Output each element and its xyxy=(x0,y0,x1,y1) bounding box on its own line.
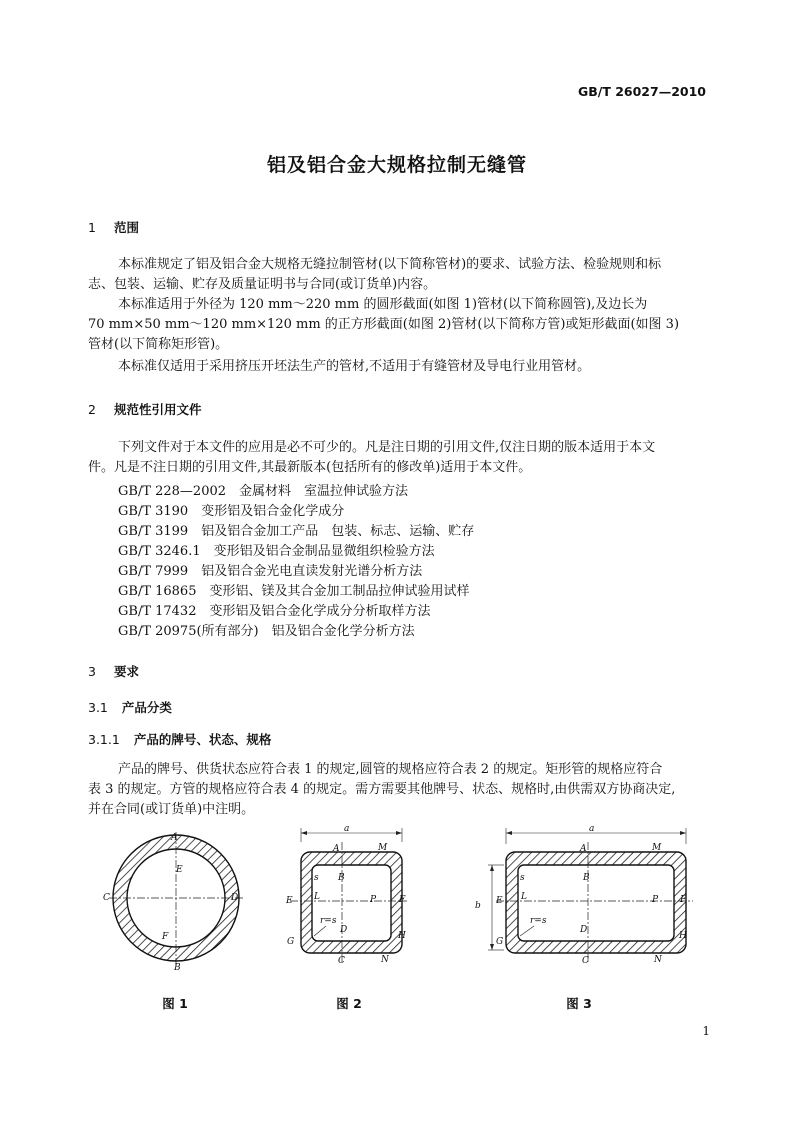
figure-3-rectangular-tube xyxy=(468,822,698,972)
section-title: 范围 xyxy=(113,220,139,235)
label-a: a xyxy=(589,824,595,834)
label-b: b xyxy=(475,901,481,911)
label-A: A xyxy=(333,844,340,854)
arrowhead xyxy=(490,944,494,950)
label-H: H xyxy=(679,931,687,941)
section-number: 3.1 xyxy=(88,700,108,715)
label-s: s xyxy=(520,873,525,883)
paragraph-line: 表 3 的规定。方管的规格应符合表 4 的规定。需方需要其他牌号、状态、规格时,由供需双方协商决定, xyxy=(88,782,676,797)
reference-item: GB/T 3246.1 变形铝及铝合金制品显微组织检验方法 xyxy=(118,544,435,559)
reference-item: GB/T 17432 变形铝及铝合金化学成分分析取样方法 xyxy=(118,604,431,619)
label-F: F xyxy=(162,932,169,942)
figure-1-caption: 图 1 xyxy=(162,996,188,1011)
label-E: E xyxy=(176,865,183,875)
label-G: G xyxy=(287,937,295,947)
figure-2-square-tube xyxy=(282,822,412,972)
figure-1-round-tube xyxy=(95,828,255,978)
section-3-1-heading xyxy=(88,698,172,716)
inner-rectangle xyxy=(518,865,674,941)
label-B: B xyxy=(583,873,590,883)
section-3-1-1-heading xyxy=(88,730,271,748)
arrowhead xyxy=(301,831,307,835)
label-E: E xyxy=(286,896,293,906)
paragraph-line: 并在合同(或订货单)中注明。 xyxy=(88,802,255,817)
arrowhead xyxy=(506,831,512,835)
figure-3-caption: 图 3 xyxy=(566,996,592,1011)
arrowhead xyxy=(490,865,494,871)
label-B: B xyxy=(338,873,345,883)
label-M: M xyxy=(652,843,662,853)
label-s: s xyxy=(314,873,319,883)
label-C: C xyxy=(338,956,345,966)
paragraph-line: 本标准适用于外径为 120 mm～220 mm 的圆形截面(如图 1)管材(以下简称圆管),及边长为 xyxy=(118,297,648,312)
label-F: F xyxy=(680,895,687,905)
label-N: N xyxy=(654,955,662,965)
section-number: 1 xyxy=(88,220,96,235)
reference-item: GB/T 20975(所有部分) 铝及铝合金化学分析方法 xyxy=(118,624,415,639)
label-A: A xyxy=(580,844,587,854)
label-r-equals-s: r=s xyxy=(320,916,337,926)
label-P: P xyxy=(652,895,659,905)
paragraph-line: 产品的牌号、供货状态应符合表 1 的规定,圆管的规格应符合表 2 的规定。矩形管的规格应符合 xyxy=(118,762,663,777)
label-C: C xyxy=(582,956,589,966)
section-title: 规范性引用文件 xyxy=(113,402,202,417)
reference-item: GB/T 7999 铝及铝合金光电直读发射光谱分析方法 xyxy=(118,564,423,579)
section-number: 3 xyxy=(88,664,96,679)
section-number: 2 xyxy=(88,402,96,417)
label-B: B xyxy=(174,963,181,973)
section-number: 3.1.1 xyxy=(88,732,120,747)
arrowhead xyxy=(680,831,686,835)
figure-2-caption: 图 2 xyxy=(336,996,362,1011)
section-title: 要求 xyxy=(113,664,139,679)
section-title: 产品分类 xyxy=(121,700,172,715)
label-E: E xyxy=(496,896,503,906)
section-1-heading xyxy=(88,218,139,236)
reference-item: GB/T 3190 变形铝及铝合金化学成分 xyxy=(118,504,345,519)
standard-number: GB/T 26027—2010 xyxy=(577,84,706,99)
paragraph-line: 件。凡是不注日期的引用文件,其最新版本(包括所有的修改单)适用于本文件。 xyxy=(88,460,532,475)
paragraph-line: 管材(以下简称矩形管)。 xyxy=(88,337,229,352)
document-title: 铝及铝合金大规格拉制无缝管 xyxy=(266,154,527,176)
label-L: L xyxy=(314,892,320,902)
label-M: M xyxy=(378,843,388,853)
label-a: a xyxy=(344,824,350,834)
label-N: N xyxy=(381,955,389,965)
inner-square xyxy=(312,865,391,941)
section-title: 产品的牌号、状态、规格 xyxy=(133,732,272,747)
label-D: D xyxy=(231,893,239,903)
paragraph-line: 本标准仅适用于采用挤压开坯法生产的管材,不适用于有缝管材及导电行业用管材。 xyxy=(118,359,591,374)
arrowhead xyxy=(396,831,402,835)
label-C: C xyxy=(103,893,110,903)
label-P: P xyxy=(370,895,377,905)
label-D: D xyxy=(580,925,588,935)
paragraph-line: 下列文件对于本文件的应用是必不可少的。凡是注日期的引用文件,仅注日期的版本适用于本文 xyxy=(118,440,656,455)
reference-item: GB/T 3199 铝及铝合金加工产品 包装、标志、运输、贮存 xyxy=(118,524,475,539)
label-D: D xyxy=(340,925,348,935)
section-2-heading xyxy=(88,400,201,418)
reference-item: GB/T 228—2002 金属材料 室温拉伸试验方法 xyxy=(118,484,409,499)
label-r-equals-s: r=s xyxy=(530,916,547,926)
label-A: A xyxy=(171,833,178,843)
paragraph-line: 志、包装、运输、贮存及质量证明书与合同(或订货单)内容。 xyxy=(88,277,437,292)
paragraph-line: 本标准规定了铝及铝合金大规格无缝拉制管材(以下简称管材)的要求、试验方法、检验规则和标 xyxy=(118,257,662,272)
label-H: H xyxy=(398,931,406,941)
paragraph-line: 70 mm×50 mm～120 mm×120 mm 的正方形截面(如图 2)管材(以下简称方管)或矩形截面(如图 3) xyxy=(88,317,680,332)
page-number: 1 xyxy=(702,1024,710,1038)
reference-item: GB/T 16865 变形铝、镁及其合金加工制品拉伸试验用试样 xyxy=(118,584,470,599)
label-L: L xyxy=(521,892,527,902)
label-G: G xyxy=(496,937,504,947)
section-3-heading xyxy=(88,662,139,680)
label-F: F xyxy=(399,895,406,905)
